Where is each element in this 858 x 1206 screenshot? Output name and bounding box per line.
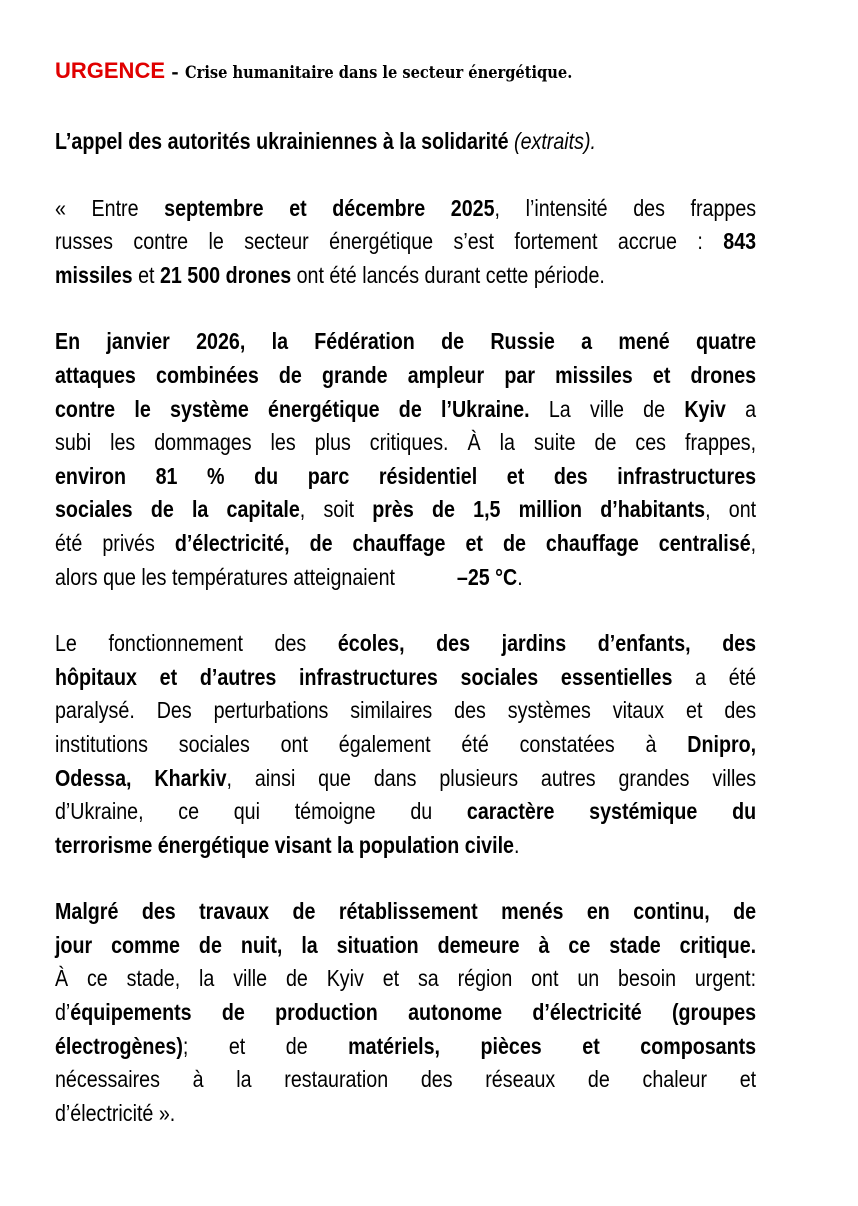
bold-text: En janvier 2026, la Fédération de Russie a mené quatre bbox=[55, 328, 757, 355]
bold-text: Odessa, Kharkiv bbox=[55, 764, 227, 791]
heading-dash: - bbox=[165, 62, 186, 83]
paragraph-1 bbox=[55, 192, 755, 293]
intro-note: (extraits). bbox=[514, 128, 596, 154]
heading-subtitle: Crise humanitaire dans le secteur énergétique. bbox=[185, 63, 573, 83]
bold-text: 843 bbox=[723, 228, 757, 255]
text-line bbox=[55, 962, 756, 996]
bold-text: contre le système énergétique de l’Ukraine. bbox=[55, 395, 530, 422]
bold-text: terrorisme énergétique visant la population civile bbox=[55, 831, 514, 858]
bold-text: équipements de production autonome d’électricité (groupes bbox=[70, 999, 757, 1026]
document-page bbox=[55, 58, 755, 1130]
bold-text: septembre et décembre 2025 bbox=[164, 194, 495, 221]
text: institutions sociales ont également été constatées à bbox=[55, 730, 688, 757]
text: a été bbox=[672, 663, 757, 690]
text: Le fonctionnement des bbox=[55, 630, 338, 657]
intro-title bbox=[55, 125, 755, 159]
text: alors que les températures atteignaient bbox=[55, 563, 401, 590]
text: d’ bbox=[55, 999, 71, 1026]
text: . bbox=[513, 831, 520, 858]
bold-text: attaques combinées de grande ampleur par missiles et drones bbox=[55, 361, 757, 388]
text: nécessaires à la restauration des réseaux de chaleur et bbox=[55, 1066, 757, 1093]
text-line bbox=[55, 1030, 756, 1064]
text-line bbox=[55, 1063, 756, 1097]
text-line bbox=[55, 627, 756, 661]
text: , l’intensité des frappes bbox=[494, 194, 757, 221]
bold-text: environ 81 % du parc résidentiel et des infrastructures bbox=[55, 462, 757, 489]
text-line bbox=[55, 929, 756, 963]
text: « Entre bbox=[55, 194, 165, 221]
bold-text: missiles bbox=[55, 261, 133, 288]
bold-text: Kyiv bbox=[684, 395, 726, 422]
text: , soit bbox=[299, 496, 373, 523]
text-line bbox=[55, 661, 756, 695]
text-line bbox=[55, 192, 756, 226]
bold-text: –25 °C bbox=[456, 563, 518, 590]
text-line bbox=[55, 795, 756, 829]
text-line bbox=[55, 694, 756, 728]
paragraph-4 bbox=[55, 895, 755, 1130]
bold-text: Dnipro, bbox=[687, 730, 757, 757]
bold-text: sociales de la capitale bbox=[55, 496, 300, 523]
text: La ville de bbox=[529, 395, 685, 422]
text: ont été lancés durant cette période. bbox=[291, 261, 605, 288]
bold-text: hôpitaux et d’autres infrastructures sociales essentielles bbox=[55, 663, 673, 690]
intro-title-text: L’appel des autorités ukrainiennes à la solidarité bbox=[55, 128, 515, 154]
bold-text: matériels, pièces et composants bbox=[348, 1032, 757, 1059]
urgence-label: URGENCE bbox=[55, 58, 166, 83]
text-line bbox=[55, 460, 756, 494]
bold-text: près de 1,5 million d’habitants bbox=[372, 496, 706, 523]
text-line bbox=[55, 393, 756, 427]
text-line bbox=[55, 895, 756, 929]
text: d’Ukraine, ce qui témoigne du bbox=[55, 798, 467, 825]
text: À ce stade, la ville de Kyiv et sa région ont un besoin urgent: bbox=[55, 965, 757, 992]
text-line bbox=[55, 359, 756, 393]
text-line bbox=[55, 728, 756, 762]
document-heading bbox=[55, 58, 755, 92]
text: subi les dommages les plus critiques. À la suite de ces frappes, bbox=[55, 429, 757, 456]
text: d’électricité ». bbox=[55, 1099, 176, 1126]
text: , ont bbox=[705, 496, 757, 523]
paragraph-3 bbox=[55, 627, 755, 862]
paragraph-2 bbox=[55, 325, 755, 594]
text-line bbox=[55, 762, 756, 796]
text: été privés bbox=[55, 529, 175, 556]
text-line bbox=[55, 325, 756, 359]
bold-text: 21 500 drones bbox=[159, 261, 292, 288]
text: . bbox=[517, 563, 523, 590]
bold-text: jour comme de nuit, la situation demeure à ce stade critique. bbox=[55, 931, 757, 958]
text-line bbox=[55, 225, 756, 259]
text-line bbox=[55, 493, 756, 527]
text: , ainsi que dans plusieurs autres grandes villes bbox=[226, 764, 757, 791]
text: et bbox=[132, 261, 160, 288]
bold-text: électrogènes) bbox=[55, 1032, 183, 1059]
text-line bbox=[55, 829, 756, 863]
text-line bbox=[55, 996, 756, 1030]
bold-text: écoles, des jardins d’enfants, des bbox=[337, 630, 757, 657]
text: russes contre le secteur énergétique s’est fortement accrue : bbox=[55, 228, 724, 255]
bold-text: Malgré des travaux de rétablissement menés en continu, de bbox=[55, 898, 757, 925]
text-line bbox=[55, 561, 756, 595]
text: ; et de bbox=[182, 1032, 349, 1059]
text: a bbox=[725, 395, 757, 422]
bold-text: d’électricité, de chauffage et de chauffage centralisé bbox=[174, 529, 751, 556]
text-line bbox=[55, 259, 756, 293]
text: paralysé. Des perturbations similaires des systèmes vitaux et des bbox=[55, 697, 757, 724]
text-line bbox=[55, 527, 756, 561]
bold-text: caractère systémique du bbox=[466, 798, 757, 825]
text-line bbox=[55, 1097, 756, 1131]
text: , bbox=[750, 529, 757, 556]
text-line bbox=[55, 426, 756, 460]
